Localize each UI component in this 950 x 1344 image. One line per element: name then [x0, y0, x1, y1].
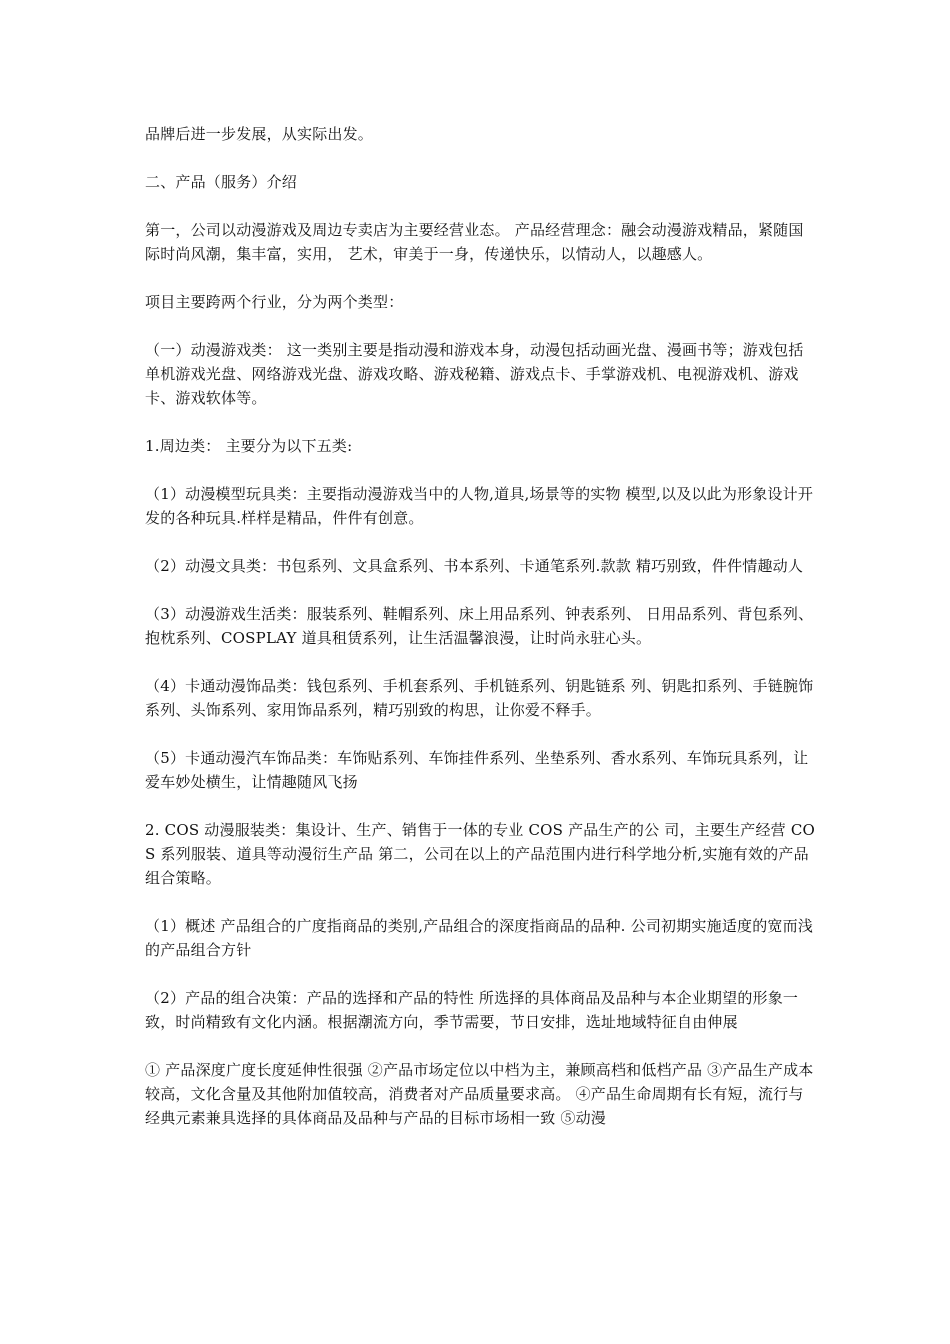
paragraph-anime-game-category: （一）动漫游戏类： 这一类别主要是指动漫和游戏本身，动漫包括动画光盘、漫画书等；游戏包括单机游戏光盘、网络游戏光盘、游戏攻略、游戏秘籍、游戏点卡、手掌游戏机、电视游戏机、游戏卡、游戏软体等。: [145, 341, 804, 407]
paragraph-accessories: （4）卡通动漫饰品类：钱包系列、手机套系列、手机链系列、钥匙链系 列、钥匙扣系列、手链腕饰系列、头饰系列、家用饰品系列，精巧别致的构思，让你爱不释手。: [145, 677, 814, 719]
paragraph-lifestyle: （3）动漫游戏生活类：服装系列、鞋帽系列、床上用品系列、钟表系列、 日用品系列、背包系列、抱枕系列、COSPLAY 道具租赁系列，让生活温馨浪漫，让时尚永驻心头。: [145, 605, 814, 647]
paragraph-car-accessories: （5）卡通动漫汽车饰品类：车饰贴系列、车饰挂件系列、坐垫系列、香水系列、车饰玩具系列，让爱车妙处横生，让情趣随风飞扬: [145, 749, 809, 791]
paragraph-model-toys: （1）动漫模型玩具类：主要指动漫游戏当中的人物,道具,场景等的实物 模型,以及以此为形象设计开发的各种玩具.样样是精品，件件有创意。: [145, 485, 814, 527]
paragraph-product-mix-decision: （2）产品的组合决策：产品的选择和产品的特性 所选择的具体商品及品种与本企业期望的形象一致，时尚精致有文化内涵。根据潮流方向，季节需要，节日安排，选址地域特征自由伸展: [145, 989, 799, 1031]
document-body: [145, 122, 817, 1154]
paragraph-industries: 项目主要跨两个行业，分为两个类型：: [145, 293, 404, 311]
paragraph-product-features: ① 产品深度广度长度延伸性很强 ②产品市场定位以中档为主，兼顾高档和低档产品 ③产品生产成本较高，文化含量及其他附加值较高，消费者对产品质量要求高。 ④产品生命周期有长有短，流行与经典元素兼具选择的具体商品及品种与产品的目标市场相一致 ⑤动漫: [145, 1061, 814, 1127]
paragraph-product-mix-overview: （1）概述 产品组合的广度指商品的类别,产品组合的深度指商品的品种. 公司初期实施适度的宽而浅的产品组合方针: [145, 917, 814, 959]
paragraph-stationery: （2）动漫文具类：书包系列、文具盒系列、书本系列、卡通笔系列.款款 精巧别致，件件情趣动人: [145, 557, 804, 575]
paragraph-business-concept: 第一，公司以动漫游戏及周边专卖店为主要经营业态。 产品经营理念：融会动漫游戏精品，紧随国际时尚风潮，集丰富，实用， 艺术，审美于一身，传递快乐，以情动人，以趣感人。: [145, 221, 804, 263]
section-heading-products: 二、产品（服务）介绍: [145, 173, 298, 191]
paragraph-cos-costumes: 2. COS 动漫服装类：集设计、生产、销售于一体的专业 COS 产品生产的公 司，主要生产经营 COS 系列服装、道具等动漫衍生产品 第二，公司在以上的产品范围内进行科学地分析,实施有效的产品组合策略。: [145, 821, 815, 887]
paragraph-continuation: 品牌后进一步发展，从实际出发。: [145, 125, 374, 143]
paragraph-peripheral-heading: 1.周边类： 主要分为以下五类:: [145, 437, 353, 455]
